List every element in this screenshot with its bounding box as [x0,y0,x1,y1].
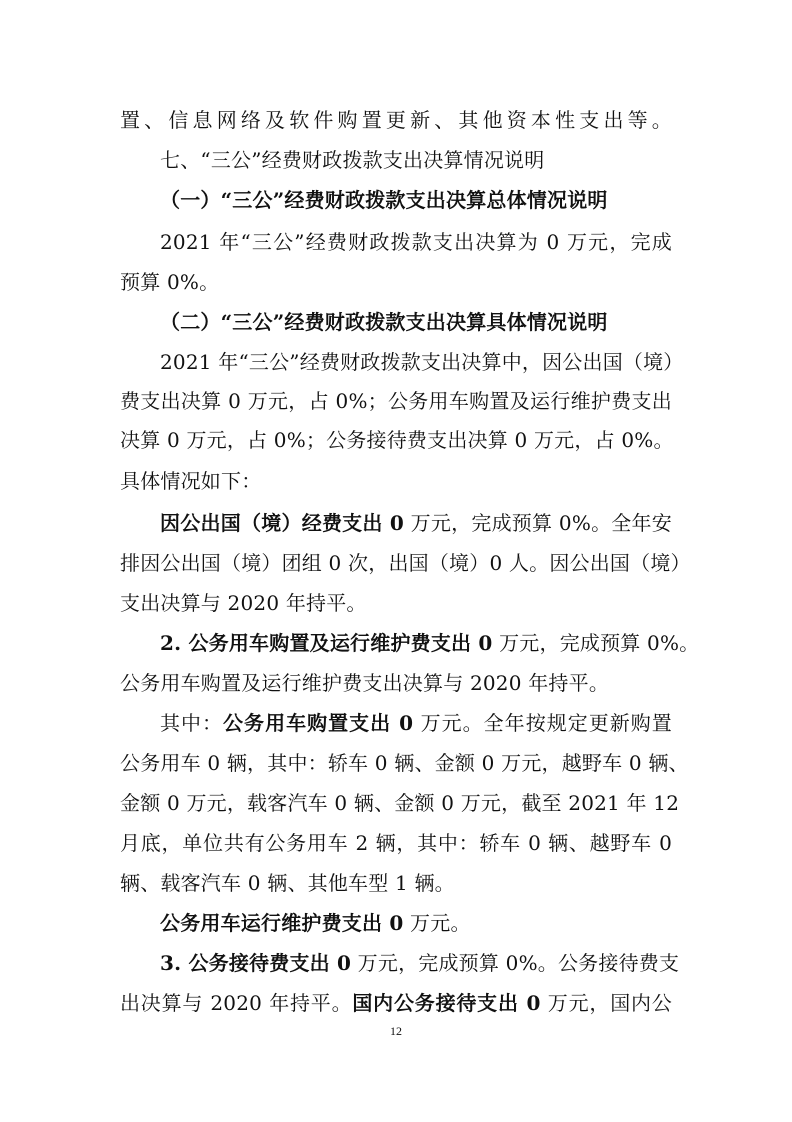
line-text: 预算 0%。 [120,270,220,294]
line-text: 出决算与 2020 年持平。 [120,991,353,1015]
heading-text: （二）“三公”经费财政拨款支出决算具体情况说明 [160,310,608,334]
paragraph-line [120,106,672,134]
paragraph-line [160,228,672,256]
subsection-heading [160,308,608,336]
paragraph-line [120,789,680,817]
paragraph-line [120,549,691,577]
heading-text: （一）“三公”经费财政拨款支出决算总体情况说明 [160,188,608,212]
paragraph-line [160,909,471,937]
line-text: 万元，完成预算 0%。 [492,631,700,655]
paragraph-line [160,348,684,376]
line-text: 费支出决算 0 万元，占 0%；公务用车购置及运行维护费支出 [120,389,672,413]
line-text: 置、信息网络及软件购置更新、其他资本性支出等。 [120,108,672,132]
paragraph-line [160,509,672,537]
paragraph-line [120,989,672,1017]
bold-lead-text: 3. 公务接待费支出 0 [160,951,352,975]
section-heading [160,146,544,174]
line-text: 万元。全年按规定更新购置 [413,711,672,735]
paragraph-line [160,709,672,737]
bold-lead-text: 公务用车购置支出 0 [223,711,414,735]
paragraph-line [120,426,672,454]
bold-lead-text: 2. 公务用车购置及运行维护费支出 0 [160,631,493,655]
paragraph-line [120,669,609,697]
page-number: 12 [390,1024,402,1038]
line-text: 其中： [160,711,224,735]
paragraph-line [160,949,680,977]
paragraph-line [120,589,367,617]
line-text: 决算 0 万元，占 0%；公务接待费支出决算 0 万元，占 0%。 [120,428,674,452]
paragraph-line [160,629,700,657]
line-text: 排因公出国（境）团组 0 次，出国（境）0 人。因公出国（境） [120,551,691,575]
paragraph-line [120,467,261,495]
line-text: 万元，完成预算 0%。全年安 [404,511,672,535]
paragraph-line [120,749,689,777]
bold-lead-text: 国内公务接待支出 0 [352,991,541,1015]
paragraph-line [120,387,672,415]
heading-text: 七、“三公”经费财政拨款支出决算情况说明 [160,148,545,172]
paragraph-line [120,869,455,897]
paragraph-line [120,268,219,296]
line-text: 金额 0 万元，载客汽车 0 辆、金额 0 万元，截至 2021 年 12 [120,791,680,815]
line-text: 月底，单位共有公务用车 2 辆，其中：轿车 0 辆、越野车 0 [120,831,672,855]
line-text: 万元，完成预算 0%。公务接待费支 [351,951,680,975]
paragraph-line [120,829,672,857]
line-text: 2021 年“三公”经费财政拨款支出决算中，因公出国（境） [160,350,684,374]
bold-lead-text: 因公出国（境）经费支出 0 [160,511,404,535]
bold-lead-text: 公务用车运行维护费支出 0 [160,911,404,935]
subsection-heading [160,186,608,214]
line-text: 支出决算与 2020 年持平。 [120,591,367,615]
line-text: 公务用车 0 辆，其中：轿车 0 辆、金额 0 万元，越野车 0 辆、 [120,751,689,775]
line-text: 2021 年“三公”经费财政拨款支出决算为 0 万元，完成 [160,230,672,254]
line-text: 万元，国内公 [540,991,672,1015]
line-text: 万元。 [403,911,471,935]
line-text: 具体情况如下： [120,469,262,493]
line-text: 辆、载客汽车 0 辆、其他车型 1 辆。 [120,871,455,895]
line-text: 公务用车购置及运行维护费支出决算与 2020 年持平。 [120,671,610,695]
